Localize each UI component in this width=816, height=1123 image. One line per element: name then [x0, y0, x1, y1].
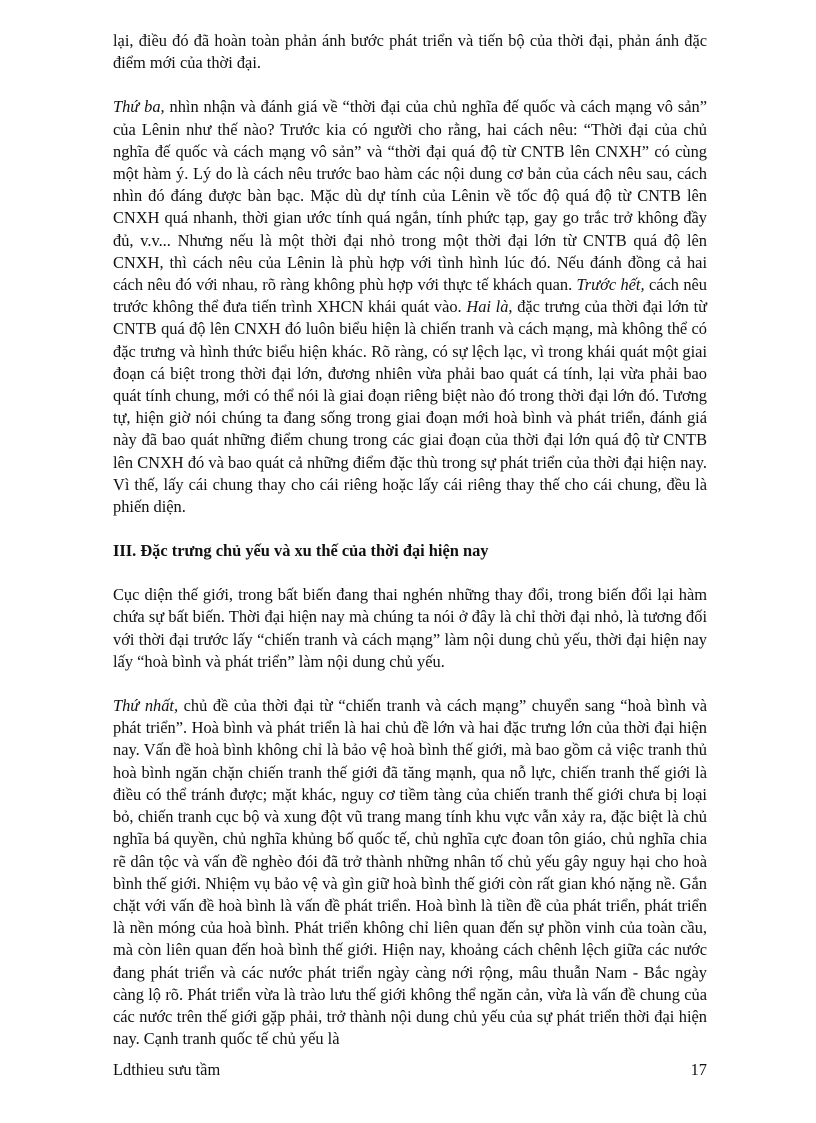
paragraph-text: nhìn nhận và đánh giá về “thời đại của chủ nghĩa đế quốc và cách mạng vô sản” của Lênin như thế nào? Trước kia có người cho rằng, hai cách nêu: “Thời đại của chủ nghĩa đế quốc và cách mạng vô sản” và “thời đại quá độ từ CNTB lên CNXH” có cùng một hàm ý. Lý do là cách nêu trước bao hàm các nội dung cơ bản của cách nêu sau, cách nhìn đó đáng được bàn bạc. Mặc dù dự tính của Lênin về tốc độ quá độ từ CNTB lên CNXH quá nhanh, thời gian ước tính quá ngắn, tính phức tạp, gay go trắc trở không đầy đủ, v.v... Nhưng nếu là một thời đại nhỏ trong một thời đại lớn từ CNTB quá độ lên CNXH, thì cách nêu của Lênin là phù hợp với tình hình lúc đó. Nếu đánh đồng cả hai cách nêu đó với nhau, rõ ràng không phù hợp với thực tế khách quan. [113, 97, 707, 295]
lead-italic: Thứ ba, [113, 97, 165, 117]
section-heading: III. Đặc trưng chủ yếu và xu thế của thời đại hiện nay [113, 541, 489, 561]
lead-italic: Thứ nhất, [113, 696, 179, 716]
emphasis-first: Trước hết, [576, 275, 645, 295]
emphasis-second: Hai là, [466, 297, 513, 317]
paragraph-first-point [113, 695, 707, 1050]
paragraph-text: cách nêu trước không thể đưa tiến trình XHCN khái quát vào. [113, 275, 708, 317]
footer-source: Ldthieu sưu tầm [113, 1060, 221, 1079]
paragraph-intro: lại, điều đó đã hoàn toàn phản ánh bước phát triển và tiến bộ của thời đại, phản ánh đặc điểm mới của thời đại. [113, 31, 707, 73]
paragraph-world-situation: Cục diện thế giới, trong bất biến đang thai nghén những thay đổi, trong biến đổi lại hàm chứa sự bất biến. Thời đại hiện nay mà chúng ta nói ở đây là chỉ thời đại nhỏ, là tương đối với thời đại trước lấy “chiến tranh và cách mạng” làm nội dung chủ yếu, thời đại hiện nay lấy “hoà bình và phát triển” làm nội dung chủ yếu. [113, 585, 707, 671]
page-number: 17 [690, 1060, 707, 1079]
page-footer [113, 1060, 707, 1080]
page-body [113, 30, 707, 1050]
paragraph-text: chủ đề của thời đại từ “chiến tranh và cách mạng” chuyển sang “hoà bình và phát triển”. Hoà bình và phát triển là hai chủ đề lớn và hai đặc trưng lớn của thời đại hiện nay. Vấn đề hoà bình không chỉ là bảo vệ hoà bình thế giới, mà bao gồm cả việc tranh thủ hoà bình ngăn chặn chiến tranh thế giới đã tăng mạnh, qua nỗ lực, chiến tranh thế giới là điều có thể tránh được; mặt khác, nguy cơ tiềm tàng của chiến tranh thế giới chưa bị loại bỏ, chiến tranh cục bộ và xung đột vũ trang mang tính khu vực vẫn xảy ra, đặc biệt là chủ nghĩa bá quyền, chủ nghĩa khủng bố quốc tế, chủ nghĩa cực đoan tôn giáo, chủ nghĩa chia rẽ dân tộc và vấn đề nghèo đói đã trở thành những nhân tố chủ yếu gây nguy hại cho hoà bình thế giới. Nhiệm vụ bảo vệ và gìn giữ hoà bình thế giới còn rất gian khó nặng nề. Gắn chặt với vấn đề hoà bình là vấn đề phát triển. Hoà bình là tiền đề của phát triển, phát triển là nền móng của hoà bình. Phát triển không chỉ liên quan đến sự phồn vinh của toàn cầu, mà còn liên quan đến hoà bình thế giới. Hiện nay, khoảng cách chênh lệch giữa các nước đang phát triển và các nước phát triển ngày càng nới rộng, mâu thuẫn Nam - Bắc ngày càng lộ rõ. Phát triển vừa là trào lưu thế giới không thể ngăn cản, vừa là vấn đề chung của các nước trên thế giới gặp phải, trở thành nội dung chủ yếu của sự phát triển thời đại hiện nay. Cạnh tranh quốc tế chủ yếu là [113, 696, 707, 1049]
paragraph-third-point [113, 96, 707, 518]
paragraph-text: đặc trưng của thời đại lớn từ CNTB quá độ lên CNXH đó luôn biểu hiện là chiến tranh và cách mạng, mà không thể có đặc trưng và hình thức biểu hiện khác. Rõ ràng, có sự lệch lạc, vì trong khái quát một giai đoạn cá biệt trong thời đại lớn, đương nhiên vừa phải bao quát cá tính, lại vừa phải bao quát tính chung, mới có thể nói là giai đoạn riêng biệt nào đó trong thời đại lớn đó. Tương tự, hiện giờ nói chúng ta đang sống trong giai đoạn mới hoà bình và phát triển, đánh giá này đã bao quát những điểm chung trong các giai đoạn của thời đại lớn quá độ từ CNTB lên CNXH đó và bao quát cả những điểm đặc thù trong sự phát triển của thời đại hiện nay. Vì thế, lấy cái chung thay cho cái riêng hoặc lấy cái riêng thay thế cho cái chung, đều là phiến diện. [113, 297, 708, 517]
